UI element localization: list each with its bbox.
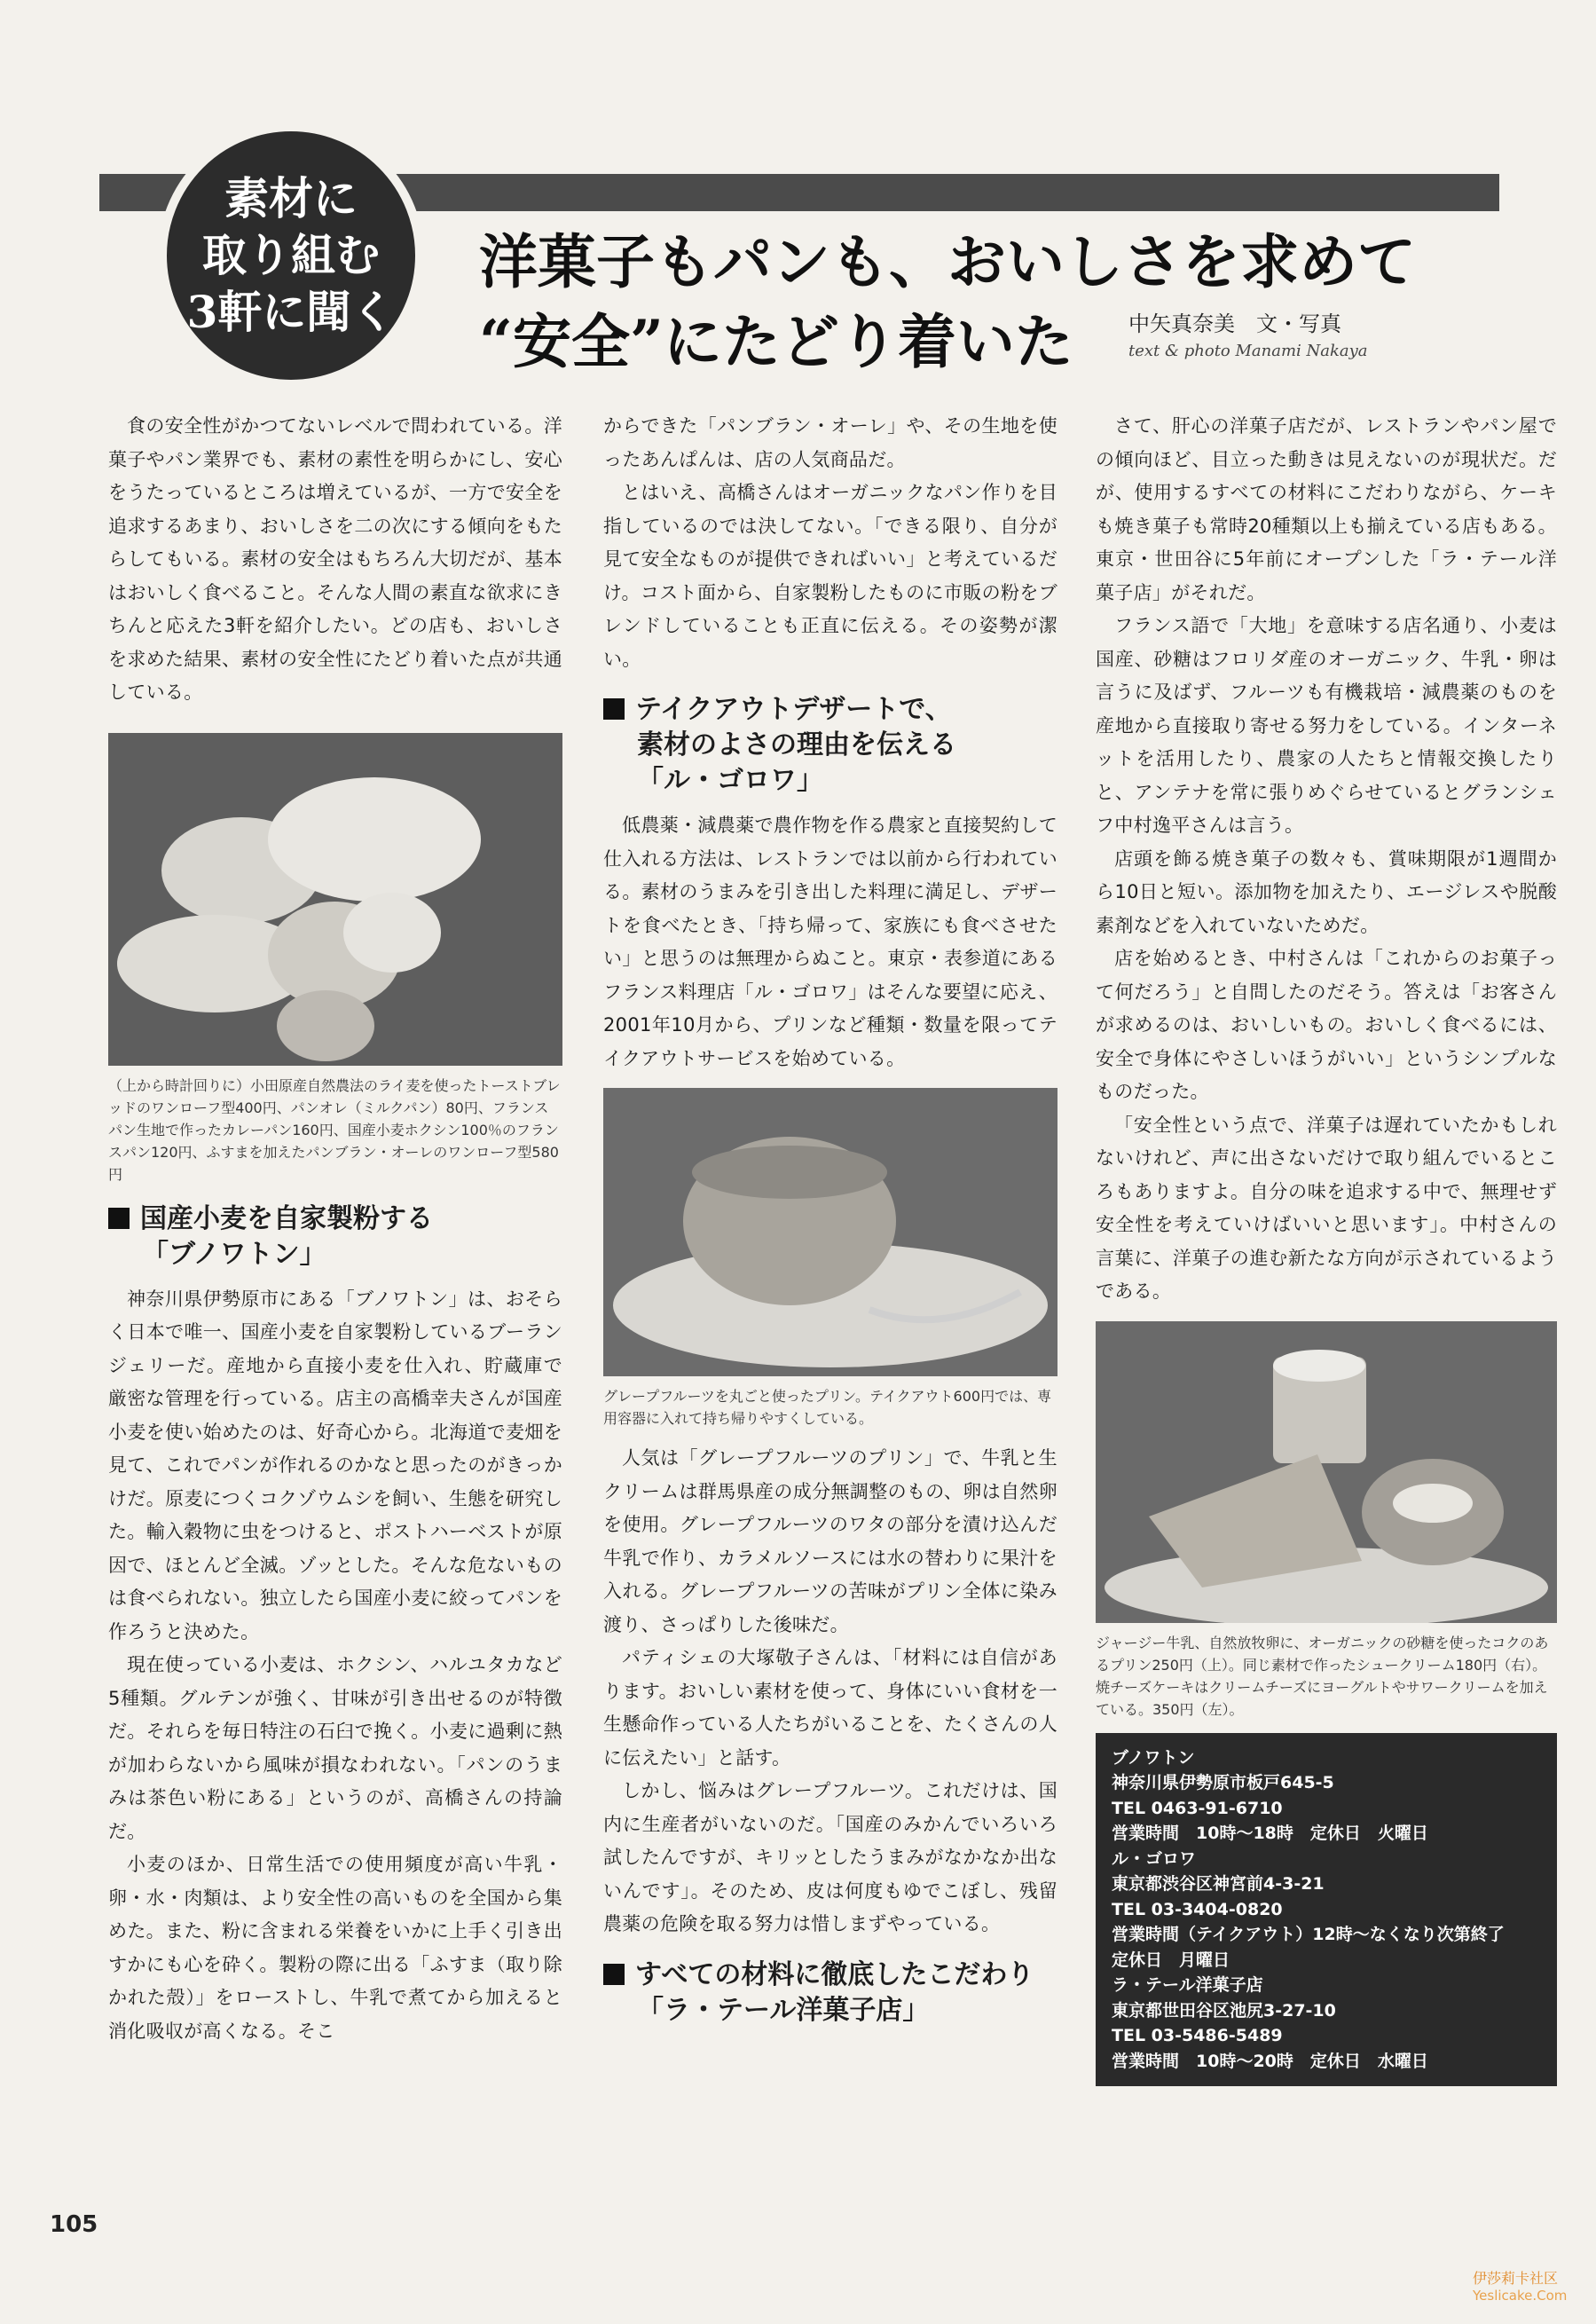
- shop-info-box: [1096, 1733, 1557, 2087]
- square-bullet-icon: [603, 1964, 625, 1985]
- intro-paragraph: 食の安全性がかつてないレベルで問われている。洋菓子やパン業界でも、素材の素性を明らかにし、安心をうたっているところは増えているが、一方で安全を追求するあまり、おいしさを二の次にする傾向をもたらしてもいる。素材の安全はもちろん大切だが、基本はおいしく食べること。そんな人間の素直な欲求にきちんと応えた3軒を紹介したい。どの店も、おいしさを求めた結果、素材の安全性にたどり着いた点が共通している。: [108, 415, 562, 703]
- la-terre-paragraph-4: 店を始めるとき、中村さんは「これからのお菓子って何だろう」と自問したのだそう。答えは「お客さんが求めるのは、おいしいもの。おいしく食べるには、安全で身体にやさしいほうがいい」というシンプルなものだった。: [1096, 948, 1557, 1102]
- square-bullet-icon: [603, 698, 625, 720]
- le-gaulois-paragraph-1: 低農薬・減農薬で農作物を作る農家と直接契約して仕入れる方法は、レストランでは以前から行われている。素材のうまみを引き出した料理に満足し、デザートを食べたとき、「持ち帰って、家族にも食べさせたい」と思うのは無理からぬこと。東京・表参道にあるフランス料理店「ル・ゴロワ」はそんな要望に応え、2001年10月から、プリンなど種類・数量を限ってテイクアウトサービスを始めている。: [603, 815, 1057, 1069]
- col2-paragraph-2: とはいえ、高橋さんはオーガニックなパン作りを目指しているのでは決してない。「できる限り、自分が見て安全なものが提供できればいい」と考えているだけ。コスト面から、自家製粉したものに市販の粉をブレンドしていることも正直に伝える。その姿勢が潔い。: [603, 482, 1057, 670]
- bread-photo-caption: （上から時計回りに）小田原産自然農法のライ麦を使ったトーストブレッドのワンローフ型400円、パンオレ（ミルクパン）80円、フランスパン生地で作ったカレーパン160円、国産小麦ホクシン100％のフランスパン120円、ふすまを加えたパンブラン・オーレのワンローフ型580円: [108, 1076, 561, 1183]
- benoiton-paragraph-1: 神奈川県伊勢原市にある「ブノワトン」は、おそらく日本で唯一、国産小麦を自家製粉しているブーランジェリーだ。産地から直接小麦を仕入れ、貯蔵庫で厳密な管理を行っている。店主の高橋幸夫さんが国産小麦を使い始めたのは、好奇心から。北海道で麦畑を見て、これでパンが作れるのかなと思ったのがきっかけだ。原麦につくコクゾウムシを飼い、生態を研究した。輸入穀物に虫をつけると、ポストハーベストが原因で、ほとんど全滅。ゾッとした。そんな危ないものは食べられない。独立したら国産小麦に絞ってパンを作ろうと決めた。: [108, 1288, 562, 1643]
- headline-line-2: “安全”にたどり着いた: [479, 307, 1073, 376]
- column-2: [603, 410, 1057, 2039]
- benoiton-paragraph-3: 小麦のほか、日常生活での使用頻度が高い牛乳・卵・水・肉類は、より安全性の高いものを全国から集めた。また、粉に含まれる栄養をいかに上手く引き出すかにも心を砕く。製粉の際に出る「ふすま（取り除かれた殻）」をローストし、牛乳で煮てから加えると消化吸収が高くなる。そこ: [108, 1854, 562, 2042]
- info-shop-2-address: 東京都渋谷区神宮前4-3-21: [1112, 1874, 1325, 1894]
- bread-photo: [108, 733, 562, 1066]
- badge-line-2: 取り組む: [202, 229, 380, 281]
- pudding-photo-caption: グレープフルーツを丸ごと使ったプリン。テイクアウト600円では、専用容器に入れて持ち帰りやすくしている。: [603, 1388, 1052, 1427]
- info-shop-2-hours: 営業時間（テイクアウト）12時〜なくなり次第終了: [1112, 1925, 1505, 1944]
- le-gaulois-paragraph-4: しかし、悩みはグレープフルーツ。これだけは、国内に生産者がいないのだ。「国産のみかんでいろいろ試したんですが、キリッとしたうまみがなかなか出ないんです」。そのため、皮は何度もゆでこぼし、残留農薬の危険を取る努力は惜しまずやっている。: [603, 1780, 1057, 1934]
- info-shop-2-name: ル・ゴロワ: [1112, 1848, 1197, 1869]
- la-terre-paragraph-5: 「安全性という点で、洋菓子は遅れていたかもしれないけれど、声に出さないだけで取り組んでいるところもありますよ。自分の味を追求する中で、無理せず安全性を考えていけばいいと思います」。中村さんの言葉に、洋菓子の進む新たな方向が示されているようである。: [1096, 1114, 1557, 1302]
- section-heading-le-gaulois: テイクアウトデザートで、 素材のよさの理由を伝える 「ル・ゴロワ」: [603, 692, 1057, 799]
- sweets-photo: [1096, 1321, 1557, 1623]
- info-shop-3-tel: TEL 03-5486-5489: [1112, 2026, 1283, 2045]
- byline-en: text & photo Manami Nakaya: [1128, 342, 1368, 360]
- la-terre-paragraph-1: さて、肝心の洋菓子店だが、レストランやパン屋での傾向ほど、目立った動きは見えないのが現状だ。だが、使用するすべての材料にこだわりながら、ケーキも焼き菓子も常時20種類以上も揃えている店もある。東京・世田谷に5年前にオープンした「ラ・テール洋菓子店」がそれだ。: [1096, 415, 1557, 603]
- la-terre-paragraph-3: 店頭を飾る焼き菓子の数々も、賞味期限が1週間から10日と短い。添加物を加えたり、エージレスや脱酸素剤などを入れていないためだ。: [1096, 847, 1557, 936]
- le-gaulois-paragraph-3: パティシェの大塚敬子さんは、「材料には自信があります。おいしい素材を使って、身体にいい食材を一生懸命作っている人たちがいることを、たくさんの人に伝えたい」と話す。: [603, 1647, 1057, 1769]
- badge-line-3: 3軒に聞く: [186, 286, 396, 338]
- square-bullet-icon: [108, 1208, 130, 1229]
- le-gaulois-paragraph-2: 人気は「グレープフルーツのプリン」で、牛乳と生クリームは群馬県産の成分無調整のもの、卵は自然卵を使用。グレープフルーツのワタの部分を漬け込んだ牛乳で作り、カラメルソースには水の替わりに果汁を入れる。グレープフルーツの苦味がプリン全体に染み渡り、さっぱりした後味だ。: [603, 1447, 1057, 1635]
- benoiton-paragraph-2: 現在使っている小麦は、ホクシン、ハルユタカなど5種類。グルテンが強く、甘味が引き出せるのが特徴だ。それらを毎日特注の石臼で挽く。小麦に過剰に熱が加わらないから風味が損なわれない。「パンのうまみは茶色い粉にある」というのが、高橋さんの持論だ。: [108, 1654, 562, 1842]
- info-shop-2-tel: TEL 03-3404-0820: [1112, 1899, 1283, 1919]
- info-shop-3-hours: 営業時間 10時〜20時 定休日 水曜日: [1112, 2051, 1428, 2071]
- col2-paragraph-1: からできた「パンブラン・オーレ」や、その生地を使ったあんぱんは、店の人気商品だ。: [603, 415, 1057, 470]
- watermark-cn: 伊莎莉卡社区: [1473, 2270, 1559, 2287]
- section-badge: [158, 122, 424, 389]
- info-shop-1-address: 神奈川県伊勢原市板戸645-5: [1112, 1773, 1334, 1792]
- info-shop-3-name: ラ・テール洋菓子店: [1112, 1975, 1263, 1995]
- headline-line-1: 洋菓子もパンも、おいしさを求めて: [479, 227, 1416, 296]
- column-3: [1096, 410, 1557, 2086]
- la-terre-paragraph-2: フランス語で「大地」を意味する店名通り、小麦は国産、砂糖はフロリダ産のオーガニック、牛乳・卵は言うに及ばず、フルーツも有機栽培・減農薬のものを産地から直接取り寄せる努力をしている。インターネットを活用したり、農家の人たちと情報交換したりと、アンテナを常に張りめぐらせているとグランシェフ中村逸平さんは言う。: [1096, 615, 1557, 836]
- byline: 中矢真奈美 文・写真: [1128, 311, 1341, 336]
- info-shop-1-tel: TEL 0463-91-6710: [1112, 1798, 1283, 1818]
- section-heading-benoiton: 国産小麦を自家製粉する 「ブノワトン」: [108, 1201, 562, 1272]
- sweets-photo-caption: ジャージー牛乳、自然放牧卵に、オーガニックの砂糖を使ったコクのあるプリン250円（上）。同じ素材で作ったシュークリーム180円（右）。焼チーズケーキはクリームチーズにヨーグルトやサワークリームを加えている。350円（左）。: [1096, 1634, 1549, 1718]
- section-heading-la-terre: すべての材料に徹底したこだわり 「ラ・テール洋菓子店」: [603, 1958, 1057, 2029]
- page-number: 105: [50, 2211, 98, 2238]
- info-shop-1-hours: 営業時間 10時〜18時 定休日 火曜日: [1112, 1824, 1428, 1843]
- pudding-photo: [603, 1088, 1057, 1376]
- info-shop-3-address: 東京都世田谷区池尻3-27-10: [1112, 2000, 1336, 2021]
- column-1: [108, 410, 562, 2048]
- badge-line-1: 素材に: [224, 172, 358, 225]
- info-shop-1-name: ブノワトン: [1112, 1747, 1195, 1768]
- info-shop-2-closed: 定休日 月曜日: [1112, 1950, 1230, 1970]
- watermark-en: Yeslicake.Com: [1473, 2288, 1568, 2304]
